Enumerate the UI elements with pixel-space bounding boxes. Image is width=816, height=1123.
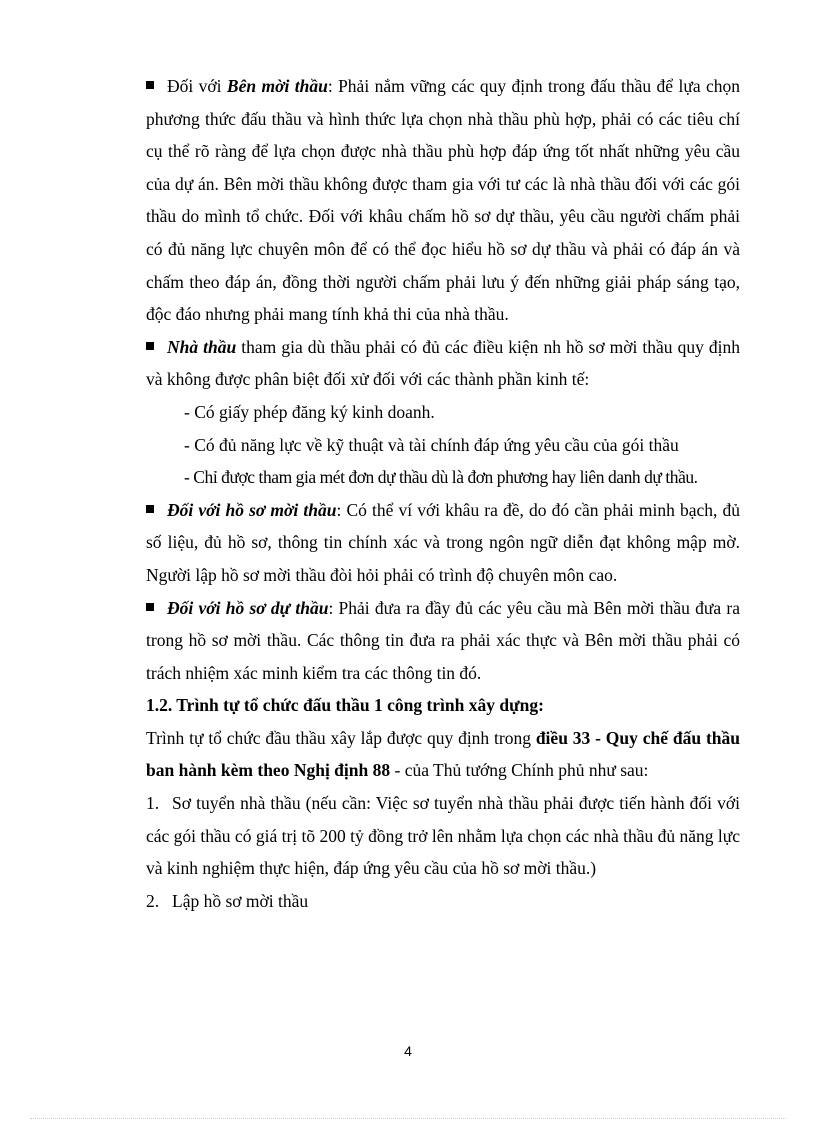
- step-item: [146, 885, 740, 918]
- page-bottom-divider: [30, 1118, 786, 1119]
- intro-tail: - của Thủ tướng Chính phủ như sau:: [390, 760, 649, 781]
- term-ben-moi-thau: Bên mời thầu: [226, 76, 328, 96]
- paragraph-ben-moi-thau: [146, 70, 740, 331]
- intro-bold: điều 33 - Quy chế đấu thầu ban hành kèm theo Nghị định 88: [146, 727, 740, 781]
- paragraph-ho-so-du-thau: [146, 592, 740, 690]
- step-number: 2.: [146, 890, 160, 911]
- condition-item: - Có đủ năng lực về kỹ thuật và tài chính đáp ứng yêu cầu của gói thầu: [184, 434, 679, 455]
- paragraph-text: tham gia dù thầu phải có đủ các điều kiện nh hồ sơ mời thầu quy định và không được phân biệt đối xử đối với các thành phần kinh tế:: [146, 336, 740, 390]
- step-text: Lập hồ sơ mời thầu: [172, 890, 309, 911]
- paragraph-lead: Đối với: [167, 76, 227, 96]
- term-ho-so-moi-thau: Đối với hồ sơ mời thầu: [167, 499, 337, 520]
- square-bullet-icon: [146, 342, 154, 350]
- paragraph-ho-so-moi-thau: [146, 494, 740, 592]
- condition-item: - Chỉ được tham gia mét đơn dự thầu dù là đơn phương hay liên danh dự thầu.: [184, 467, 698, 488]
- intro-paragraph: [146, 722, 740, 787]
- term-nha-thau: Nhà thầu: [167, 336, 237, 357]
- paragraph-text: : Phải nắm vững các quy định trong đấu thầu để lựa chọn phương thức đấu thầu và hình thức lựa chọn nhà thầu phù hợp, phải có các tiêu chí cụ thể rõ ràng để lựa chọn được nhà thầu phù hợp đáp ứng tốt nhất những yêu cầu của dự án. Bên mời thầu không được tham gia với tư các là nhà thầu đối với các gói thầu do mình tổ chức. Đối với khâu chấm hồ sơ dự thầu, yêu cầu người chấm phải có đủ năng lực chuyên môn để có thể đọc hiểu hồ sơ dự thầu và phải có đáp án và chấm theo đáp án, đồng thời người chấm phải lưu ý đến những giải pháp sáng tạo, độc đáo nhưng phải mang tính khả thi của nhà thầu.: [146, 76, 740, 325]
- step-item: [146, 787, 740, 885]
- step-number: 1.: [146, 793, 160, 814]
- condition-item: - Có giấy phép đăng ký kinh doanh.: [184, 401, 435, 422]
- section-heading: 1.2. Trình tự tổ chức đấu thầu 1 công trình xây dựng:: [146, 695, 544, 716]
- square-bullet-icon: [146, 81, 154, 89]
- page-number: 4: [404, 1043, 412, 1059]
- paragraph-nha-thau: [146, 331, 740, 396]
- square-bullet-icon: [146, 603, 154, 611]
- square-bullet-icon: [146, 505, 154, 513]
- page-content: [146, 70, 740, 917]
- paragraph-text: : Phải đưa ra đầy đủ các yêu cầu mà Bên mời thầu đưa ra trong hồ sơ mời thầu. Các thông tin đưa ra phải xác thực và Bên mời thầu phải có trách nhiệm xác minh kiểm tra các thông tin đó.: [146, 597, 740, 683]
- paragraph-text: : Có thể ví với khâu ra đề, do đó cần phải minh bạch, đủ số liệu, đủ hồ sơ, thông tin chính xác và trong ngôn ngữ diễn đạt không mập mờ. Người lập hồ sơ mời thầu đòi hỏi phải có trình độ chuyên môn cao.: [146, 499, 740, 585]
- step-text: Sơ tuyển nhà thầu (nếu cần: Việc sơ tuyển nhà thầu phải được tiến hành đối với các gói thầu có giá trị tõ 200 tỷ đồng trở lên nhằm lựa chọn các nhà thầu đủ năng lực và kinh nghiệm thực hiện, đáp ứng yêu cầu của hồ sơ mời thầu.): [146, 793, 740, 879]
- intro-lead: Trình tự tổ chức đầu thầu xây lắp được quy định trong: [146, 727, 536, 748]
- term-ho-so-du-thau: Đối với hồ sơ dự thầu: [167, 597, 329, 618]
